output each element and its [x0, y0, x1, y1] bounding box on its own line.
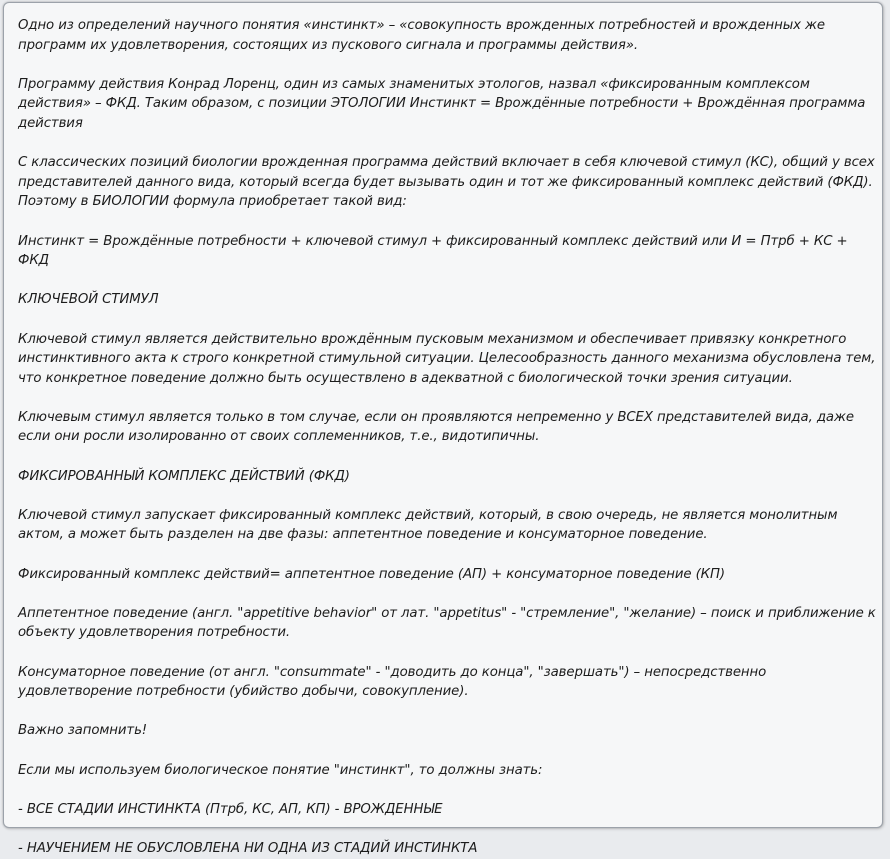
paragraph-key-stimulus-condition: Ключевым стимул является только в том случае, если он проявляются непременно у ВСЕХ представителей вида, даже если они росли изолированно от своих соплеменников, т.е., видотипичны. — [18, 409, 854, 445]
document-body — [18, 16, 880, 859]
heading-fixed-action-pattern: ФИКСИРОВАННЫЙ КОМПЛЕКС ДЕЙСТВИЙ (ФКД) — [18, 468, 350, 484]
heading-key-stimulus: КЛЮЧЕВОЙ СТИМУЛ — [18, 292, 159, 308]
text-panel — [3, 2, 883, 856]
paragraph-consummatory-behavior: Консуматорное поведение (от англ. "consummate" - "доводить до конца", "завершать") – непосредственно удовлетворение потребности (убийство добычи, совокупление). — [18, 664, 767, 700]
list-item-all-stages-innate: - ВСЕ СТАДИИ ИНСТИНКТА (Птрб, КС, АП, КП) - ВРОЖДЕННЫЕ — [18, 801, 443, 817]
paragraph-lorenz-fkd: Программу действия Конрад Лоренц, один из самых знаменитых этологов, назвал «фиксированным комплексом действия» – ФКД. Таким образом, с позиции ЭТОЛОГИИ Инстинкт = Врождённые потребности + Врождённая программа действия — [18, 76, 866, 131]
list-item-no-stage-learned: - НАУЧЕНИЕМ НЕ ОБУСЛОВЛЕНА НИ ОДНА ИЗ СТАДИЙ ИНСТИНКТА — [18, 840, 478, 856]
paragraph-biology-position: С классических позиций биологии врожденная программа действий включает в себя ключевой стимул (КС), общий у всех представителей данного вида, который всегда будет вызывать один и тот же фиксированный комплекс действий (ФКД). Поэтому в БИОЛОГИИ формула приобретает такой вид: — [18, 155, 875, 210]
paragraph-important-note: Важно запомнить! — [18, 723, 148, 739]
paragraph-instinct-definition: Одно из определений научного понятия «инстинкт» – «совокупность врожденных потребностей и врожденных же программ их удовлетворения, состоящих из пускового сигнала и программы действия». — [18, 18, 825, 53]
paragraph-fkd-phases: Ключевой стимул запускает фиксированный комплекс действий, который, в свою очередь, не является монолитным актом, а может быть разделен на две фазы: аппетентное поведение и консуматорное поведение. — [18, 507, 838, 543]
paragraph-fkd-formula: Фиксированный комплекс действий= аппетентное поведение (АП) + консуматорное поведение (КП) — [18, 566, 725, 582]
paragraph-must-know: Если мы используем биологическое понятие "инстинкт", то должны знать: — [18, 762, 543, 778]
paragraph-key-stimulus-mechanism: Ключевой стимул является действительно врождённым пусковым механизмом и обеспечивает привязку конкретного инстинктивного акта к строго конкретной стимульной ситуации. Целесообразность данного механизма обусловлена тем, что конкретное поведение должно быть осуществлено в адекватной с биологической точки зрения ситуации. — [18, 331, 876, 386]
paragraph-appetitive-behavior: Аппетентное поведение (англ. "appetitive behavior" от лат. "appetitus" - "стремление", "желание) – поиск и приближение к объекту удовлетворения потребности. — [18, 605, 876, 641]
paragraph-biology-formula: Инстинкт = Врождённые потребности + ключевой стимул + фиксированный комплекс действий или И = Птрб + КС + ФКД — [18, 233, 848, 269]
